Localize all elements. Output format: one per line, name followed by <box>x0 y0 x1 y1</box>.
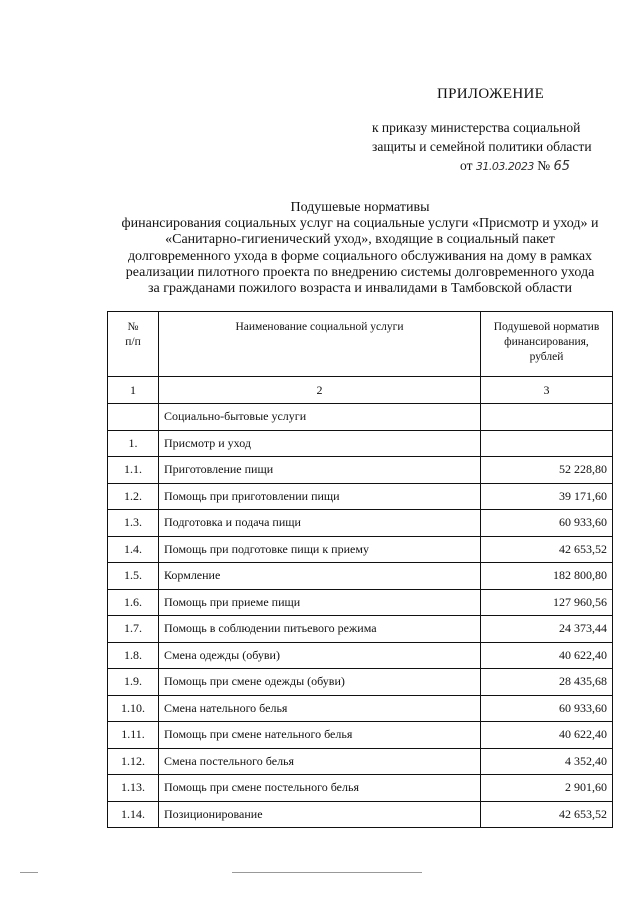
order-number: 65 <box>553 159 571 174</box>
row-num: 1.14. <box>108 801 159 828</box>
row-name: Кормление <box>159 563 481 590</box>
scan-artifacts <box>0 872 640 878</box>
row-value: 182 800,80 <box>481 563 613 590</box>
row-num: 1. <box>108 430 159 457</box>
table-row <box>108 536 613 563</box>
table-row <box>108 642 613 669</box>
row-num: 1.13. <box>108 775 159 802</box>
header-value: Подушевой норматив финансирования, рублей <box>481 312 613 377</box>
row-num: 1.10. <box>108 695 159 722</box>
row-num: 1.3. <box>108 510 159 537</box>
table-row <box>108 669 613 696</box>
table-header-row <box>108 312 613 377</box>
colnum-1: 1 <box>108 377 159 404</box>
table-row <box>108 801 613 828</box>
order-line-2: защиты и семейной политики области <box>372 139 592 154</box>
row-name: Помощь при смене постельного белья <box>159 775 481 802</box>
row-name: Позиционирование <box>159 801 481 828</box>
table-row <box>108 589 613 616</box>
row-name: Помощь при приготовлении пищи <box>159 483 481 510</box>
appendix-label: ПРИЛОЖЕНИЕ <box>437 86 545 102</box>
table-row <box>108 457 613 484</box>
row-value: 60 933,60 <box>481 510 613 537</box>
order-date: 31.03.2023 <box>475 160 534 173</box>
row-name: Смена нательного белья <box>159 695 481 722</box>
table-row <box>108 430 613 457</box>
row-name: Смена постельного белья <box>159 748 481 775</box>
order-prefix: от <box>460 158 473 173</box>
row-name: Социально-бытовые услуги <box>159 404 481 431</box>
table-row <box>108 483 613 510</box>
row-value: 60 933,60 <box>481 695 613 722</box>
row-value: 39 171,60 <box>481 483 613 510</box>
row-value: 28 435,68 <box>481 669 613 696</box>
row-value: 4 352,40 <box>481 748 613 775</box>
row-num: 1.5. <box>108 563 159 590</box>
table-row <box>108 748 613 775</box>
header-num: № п/п <box>108 312 159 377</box>
table-row <box>108 510 613 537</box>
row-name: Помощь при смене нательного белья <box>159 722 481 749</box>
order-reference <box>372 118 612 176</box>
row-num: 1.4. <box>108 536 159 563</box>
row-num: 1.12. <box>108 748 159 775</box>
row-num: 1.1. <box>108 457 159 484</box>
row-value: 24 373,44 <box>481 616 613 643</box>
table-row <box>108 404 613 431</box>
row-value: 42 653,52 <box>481 801 613 828</box>
colnum-2: 2 <box>159 377 481 404</box>
row-value: 42 653,52 <box>481 536 613 563</box>
row-value: 40 622,40 <box>481 722 613 749</box>
row-value <box>481 430 613 457</box>
document-title <box>100 200 620 297</box>
row-name: Помощь при подготовке пищи к приему <box>159 536 481 563</box>
title-line-5: реализации пилотного проекта по внедрению системы долговременного ухода <box>125 264 595 280</box>
row-num: 1.7. <box>108 616 159 643</box>
row-value <box>481 404 613 431</box>
order-number-label: № <box>537 158 551 173</box>
norms-table <box>107 311 613 828</box>
table-row <box>108 775 613 802</box>
title-line-4: долговременного ухода в форме социального обслуживания на дому в рамках <box>127 248 593 264</box>
row-name: Помощь при смене одежды (обуви) <box>159 669 481 696</box>
row-num: 1.9. <box>108 669 159 696</box>
colnum-3: 3 <box>481 377 613 404</box>
table-row <box>108 722 613 749</box>
row-num <box>108 404 159 431</box>
row-name: Приготовление пищи <box>159 457 481 484</box>
row-value: 127 960,56 <box>481 589 613 616</box>
title-line-1: Подушевые нормативы <box>290 200 430 215</box>
table-row <box>108 563 613 590</box>
row-name: Помощь в соблюдении питьевого режима <box>159 616 481 643</box>
title-line-6: за гражданами пожилого возраста и инвалидами в Тамбовской области <box>148 281 572 297</box>
order-line-1: к приказу министерства социальной <box>372 120 581 135</box>
row-num: 1.11. <box>108 722 159 749</box>
row-num: 1.8. <box>108 642 159 669</box>
header-name: Наименование социальной услуги <box>159 312 481 377</box>
title-line-2: финансирования социальных услуг на социальные услуги «Присмотр и уход» и <box>121 216 599 232</box>
row-name: Подготовка и подача пищи <box>159 510 481 537</box>
table-row <box>108 695 613 722</box>
row-name: Смена одежды (обуви) <box>159 642 481 669</box>
order-line-3 <box>372 156 612 176</box>
row-value: 40 622,40 <box>481 642 613 669</box>
column-number-row <box>108 377 613 404</box>
row-name: Помощь при приеме пищи <box>159 589 481 616</box>
table-row <box>108 616 613 643</box>
row-value: 52 228,80 <box>481 457 613 484</box>
row-name: Присмотр и уход <box>159 430 481 457</box>
title-line-3: «Санитарно-гигиенический уход», входящие в социальный пакет <box>165 232 555 248</box>
row-num: 1.2. <box>108 483 159 510</box>
row-num: 1.6. <box>108 589 159 616</box>
row-value: 2 901,60 <box>481 775 613 802</box>
